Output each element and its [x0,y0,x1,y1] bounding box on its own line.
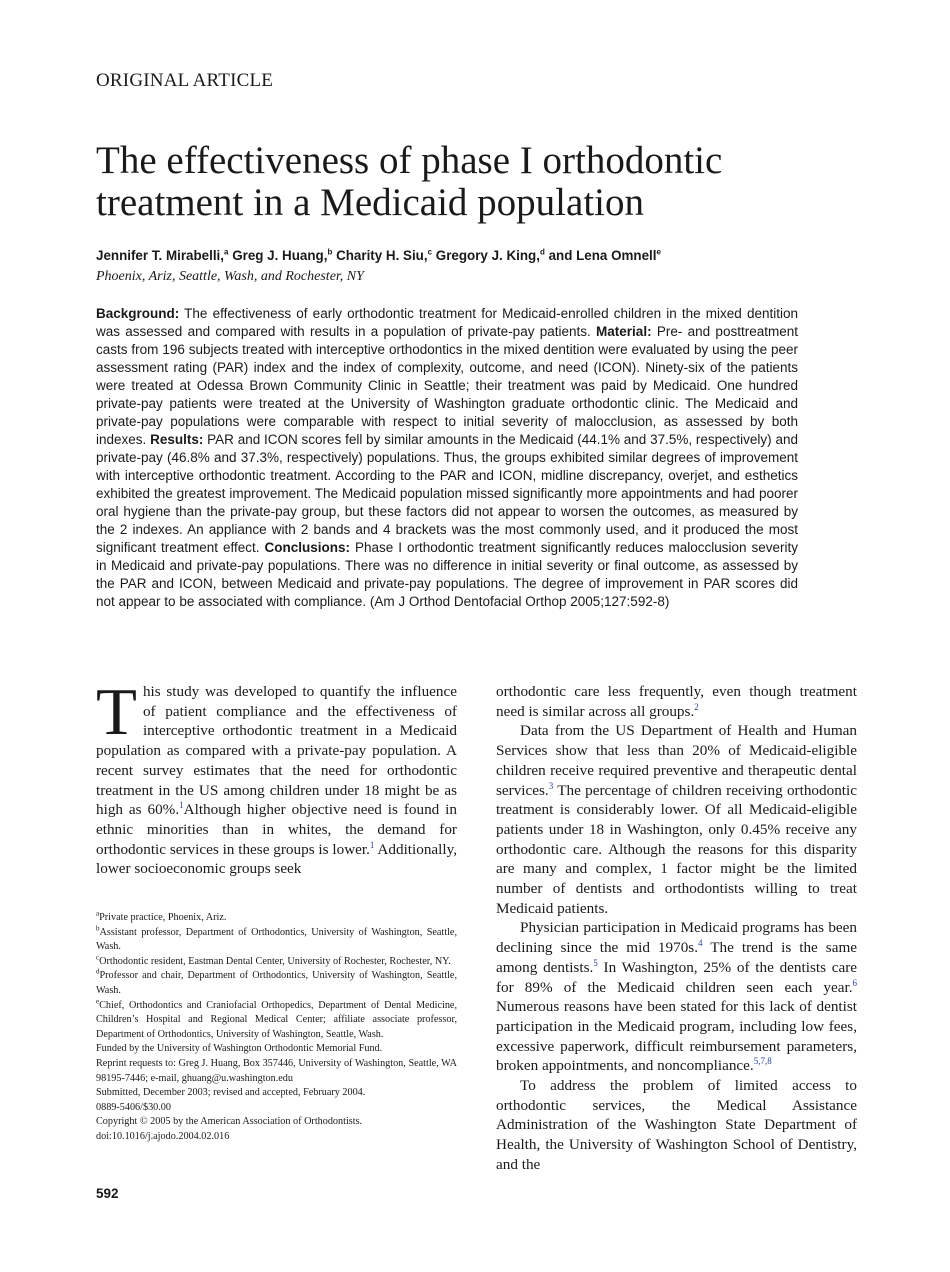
doi-link[interactable]: doi:10.1016/j.ajodo.2004.02.016 [96,1130,230,1142]
abstract-material-label: Material: [596,324,652,339]
funding-note: Funded by the University of Washington Orthodontic Memorial Fund. [96,1043,383,1055]
footnote-text: Chief, Orthodontics and Craniofacial Orthopedics, Department of Dental Medicine, Children’s Hospital and Regional Medical Center; affiliate associate professor, Department of Orthodontics, University of Washington, Seattle, Wash. [96,999,457,1040]
abstract-material-text: Pre- and posttreatment casts from 196 subjects treated with interceptive orthodontics in the mixed dentition were evaluated by using the peer assessment rating (PAR) index and the index of complexity, outcome, and need (ICON). Ninety-six of the patients were treated at Odessa Brown Community Clinic in Seattle; their treatment was paid by Medicaid. One hundred private-pay patients were treated at the University of Washington graduate orthodontic clinic. The Medicaid and private-pay populations were comparable with respect to initial severity of malocclusion, as assessed by both indexes. [96,324,798,447]
drop-cap: T [96,675,137,749]
affiliation-marker: b [327,247,333,257]
footnote [96,969,457,998]
author-name: Jennifer T. Mirabelli, [96,248,224,263]
body-paragraph [496,721,857,918]
abstract-results-text: PAR and ICON scores fell by similar amounts in the Medicaid (44.1% and 37.5%, respectively) and private-pay (46.8% and 37.3%, respectively) populations. Thus, the groups exhibited similar degrees of improvement with interceptive orthodontic treatment. According to the PAR and ICON, midline discrepancy, overjet, and esthetics exhibited the greatest improvement. The Medicaid population missed significantly more appointments and had poorer oral hygiene than the private-pay group, but these factors did not appear to worsen the outcomes, as measured by the 2 indexes. An appliance with 2 bands and 4 brackets was the most commonly used, and it produced the most significant treatment effect. [96,432,798,555]
citation-link[interactable]: 5,7,8 [753,1056,772,1067]
abstract [96,305,798,611]
footnote [96,911,457,926]
author-name: Lena Omnell [576,248,657,263]
author-list [96,248,661,263]
copyright-note: Copyright © 2005 by the American Association of Orthodontists. [96,1116,363,1128]
body-paragraph [496,918,857,1076]
paragraph-text: his study was developed to quantify the influence of patient compliance and the effectiveness of interceptive orthodontic treatment in a Medicaid population as compared with a private-pay population. A recent survey estimates that the need for orthodontic treatment in the US among children under 18 might be as high as 60%. [96,683,457,819]
footnote-marker: d [96,967,100,976]
paragraph-text: The percentage of children receiving orthodontic treatment is considerably lower. Of all Medicaid-eligible patients under 18 in Washington, only 0.45% receive any orthodontic care. Although the reasons for this disparity are many and complex, 1 factor might be the limited number of dentists and orthodontists willing to treat Medicaid patients. [496,781,857,917]
page-number: 592 [96,1186,119,1201]
author-connector: and [548,248,573,263]
abstract-background-label: Background: [96,306,180,321]
footnote-text: Private practice, Phoenix, Ariz. [99,912,227,923]
footnote-marker: a [96,909,100,918]
footnote-marker: e [96,997,100,1006]
footnote-text: Assistant professor, Department of Orthodontics, University of Washington, Seattle, Wash. [96,926,457,953]
body-paragraph [96,675,457,879]
abstract-results-label: Results: [150,432,204,447]
citation-link[interactable]: 3 [548,780,554,791]
paragraph-text: To address the problem of limited access to orthodontic services, the Medical Assistance Administration of the Washington State Department of Health, the University of Washington School of Dentistry, and the [496,1077,857,1173]
footnote-marker: c [96,953,100,962]
footnote-text: Orthodontic resident, Eastman Dental Center, University of Rochester, Rochester, NY. [99,955,451,967]
footnote [96,955,457,970]
footnote [96,999,457,1043]
affiliation-marker: e [656,247,661,257]
citation-link[interactable]: 1 [369,839,375,850]
footnotes [96,911,457,1145]
article-title: The effectiveness of phase I orthodontic treatment in a Medicaid population [96,139,723,224]
submitted-note: Submitted, December 2003; revised and accepted, February 2004. [96,1087,366,1099]
citation-link[interactable]: 5 [593,957,598,968]
abstract-conclusions-text: Phase I orthodontic treatment significantly reduces malocclusion severity in Medicaid and private-pay populations. There was no difference in initial severity or final outcome, as assessed by the PAR and ICON, between Medicaid and private-pay populations. The degree of improvement in PAR scores did not appear to be associated with compliance. (Am J Orthod Dentofacial Orthop 2005;127:592-8) [96,540,798,609]
affiliation-marker: d [539,247,545,257]
footnote-text: Professor and chair, Department of Orthodontics, University of Washington, Seattle, Wash. [96,970,457,996]
body-column-left [96,675,457,879]
author-locations: Phoenix, Ariz, Seattle, Wash, and Rochester, NY [96,269,364,284]
citation-link[interactable]: 2 [694,701,699,712]
citation-link[interactable]: 1 [179,800,184,811]
body-column-right [496,682,857,1175]
abstract-conclusions-label: Conclusions: [264,540,351,555]
body-paragraph [496,1076,857,1175]
reprint-note: Reprint requests to: Greg J. Huang, Box 357446, University of Washington, Seattle, WA 98195-7446; e-mail, ghuang@u.washington.edu [96,1057,457,1084]
author-name: Greg J. Huang, [232,248,328,263]
paragraph-text: Although higher objective need is found in ethnic minorities than in whites, the demand for orthodontic services in these groups is lower. [96,801,457,858]
affiliation-marker: c [427,247,433,257]
issn-note: 0889-5406/$30.00 [96,1101,171,1113]
body-paragraph [496,682,857,721]
paragraph-text: In Washington, 25% of the dentists care for 89% of the Medicaid children seen each year. [496,958,857,996]
affiliation-marker: a [224,247,229,257]
paragraph-text: The trend is the same among dentists. [496,939,858,976]
citation-link[interactable]: 4 [698,938,703,949]
paragraph-text: Numerous reasons have been stated for this lack of dentist participation in the Medicaid program, including low fees, excessive paperwork, difficult reimbursement parameters, broken appointments, and noncompliance. [496,998,857,1075]
footnote [96,926,457,955]
citation-link[interactable]: 6 [852,977,857,988]
paragraph-text: Data from the US Department of Health and Human Services show that less than 20% of Medicaid-eligible children receive required preventive and therapeutic dental services. [496,722,857,799]
footnote-marker: b [96,924,100,933]
paragraph-text: orthodontic care less frequently, even though treatment need is similar across all groups. [496,683,857,720]
author-name: Charity H. Siu, [336,248,428,263]
paragraph-text: Additionally, lower socioeconomic groups seek [96,840,457,878]
abstract-background-text: The effectiveness of early orthodontic treatment for Medicaid-enrolled children in the mixed dentition was assessed and compared with results in a population of private-pay patients. [96,306,798,339]
author-name: Gregory J. King, [435,248,540,263]
paragraph-text: Physician participation in Medicaid programs has been declining since the mid 1970s. [496,919,857,957]
section-label: ORIGINAL ARTICLE [96,70,274,91]
